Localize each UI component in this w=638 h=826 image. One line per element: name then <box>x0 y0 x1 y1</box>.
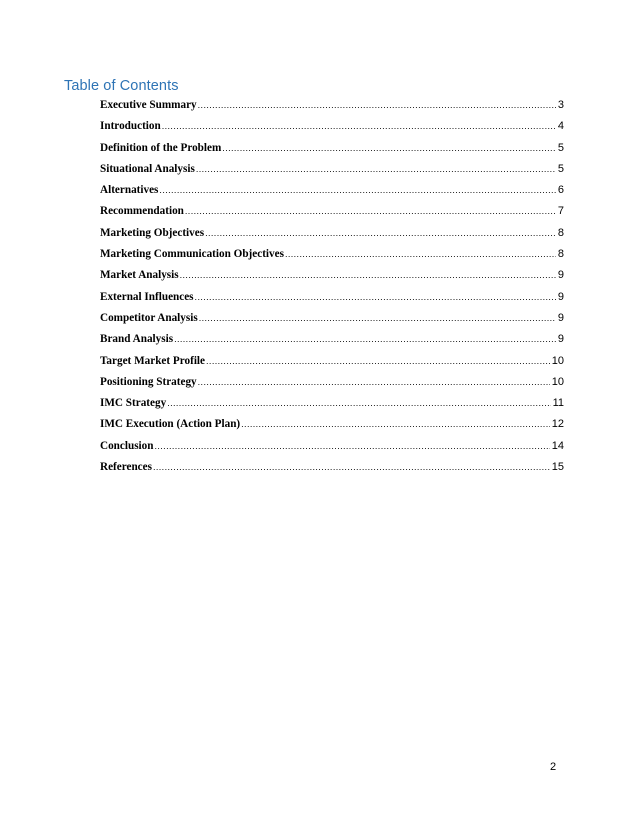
toc-entry-label[interactable]: Alternatives <box>100 184 159 197</box>
toc-entry[interactable] <box>100 329 564 350</box>
toc-entry-page-number[interactable]: 10 <box>551 354 564 367</box>
toc-entry-page-number[interactable]: 8 <box>557 248 564 261</box>
toc-entry-page-number[interactable]: 5 <box>557 141 564 154</box>
toc-dot-leader <box>167 393 550 414</box>
toc-dot-leader <box>174 329 556 350</box>
toc-entry-page-number[interactable]: 15 <box>551 461 564 474</box>
toc-entry-page-number[interactable]: 5 <box>557 162 564 175</box>
toc-entry[interactable] <box>100 308 564 329</box>
toc-entry[interactable] <box>100 223 564 244</box>
toc-entry[interactable] <box>100 414 564 435</box>
toc-entry-label[interactable]: Executive Summary <box>100 99 197 111</box>
toc-entry-page-number[interactable]: 7 <box>557 205 564 218</box>
toc-entry-label[interactable]: Target Market Profile <box>100 354 206 367</box>
toc-entry[interactable] <box>100 201 564 222</box>
toc-entry-page-number[interactable]: 6 <box>557 184 564 197</box>
toc-entry-label[interactable]: Market Analysis <box>100 269 179 282</box>
toc-entry[interactable] <box>100 393 564 414</box>
toc-dot-leader <box>241 414 550 435</box>
toc-dot-leader <box>159 180 555 201</box>
toc-entry-label[interactable]: Marketing Objectives <box>100 226 205 239</box>
toc-entry[interactable] <box>100 180 564 201</box>
toc-dot-leader <box>185 201 556 222</box>
toc-dot-leader <box>153 457 550 478</box>
toc-dot-leader <box>205 223 556 244</box>
toc-dot-leader <box>198 372 550 393</box>
toc-heading: Table of Contents <box>64 78 179 94</box>
toc-entry[interactable] <box>100 457 564 478</box>
toc-entry-page-number[interactable]: 3 <box>557 99 564 111</box>
toc-entry[interactable] <box>100 116 564 137</box>
toc-dot-leader <box>195 287 556 308</box>
toc-entry-page-number[interactable]: 9 <box>557 269 564 282</box>
toc-dot-leader <box>198 95 556 116</box>
toc-entry-page-number[interactable]: 12 <box>551 418 564 431</box>
toc-dot-leader <box>285 244 556 265</box>
toc-entry[interactable] <box>100 265 564 286</box>
toc-entry-label[interactable]: Conclusion <box>100 439 154 452</box>
toc-dot-leader <box>206 351 550 372</box>
toc-entry[interactable] <box>100 244 564 265</box>
toc-entry-page-number[interactable]: 9 <box>557 333 564 346</box>
toc-list <box>100 95 564 478</box>
toc-entry-label[interactable]: Positioning Strategy <box>100 375 197 388</box>
toc-entry[interactable] <box>100 95 564 116</box>
toc-dot-leader <box>199 308 556 329</box>
toc-entry[interactable] <box>100 372 564 393</box>
toc-dot-leader <box>222 138 556 159</box>
toc-entry-label[interactable]: Competitor Analysis <box>100 311 198 324</box>
toc-dot-leader <box>162 116 556 137</box>
toc-entry-page-number[interactable]: 8 <box>557 226 564 239</box>
toc-entry-label[interactable]: Definition of the Problem <box>100 141 222 154</box>
footer-page-number: 2 <box>550 761 557 773</box>
toc-entry-label[interactable]: IMC Execution (Action Plan) <box>100 418 241 431</box>
toc-entry-page-number[interactable]: 9 <box>557 311 564 324</box>
toc-dot-leader <box>154 436 549 457</box>
toc-entry[interactable] <box>100 287 564 308</box>
toc-entry-label[interactable]: Introduction <box>100 120 161 133</box>
toc-entry-page-number[interactable]: 14 <box>551 439 564 452</box>
toc-entry-page-number[interactable]: 11 <box>552 397 564 410</box>
toc-entry[interactable] <box>100 436 564 457</box>
toc-entry-label[interactable]: External Influences <box>100 290 194 303</box>
toc-entry-label[interactable]: Brand Analysis <box>100 333 174 346</box>
toc-entry-label[interactable]: Situational Analysis <box>100 162 195 175</box>
toc-dot-leader <box>196 159 556 180</box>
toc-entry-label[interactable]: Recommendation <box>100 205 184 218</box>
toc-entry-page-number[interactable]: 10 <box>551 375 564 388</box>
toc-entry[interactable] <box>100 351 564 372</box>
toc-entry-page-number[interactable]: 9 <box>557 290 564 303</box>
toc-entry-label[interactable]: IMC Strategy <box>100 397 167 410</box>
toc-entry-page-number[interactable]: 4 <box>557 120 564 133</box>
toc-entry-label[interactable]: References <box>100 461 152 474</box>
toc-entry[interactable] <box>100 138 564 159</box>
toc-entry-label[interactable]: Marketing Communication Objectives <box>100 248 284 261</box>
toc-entry[interactable] <box>100 159 564 180</box>
toc-dot-leader <box>180 265 556 286</box>
